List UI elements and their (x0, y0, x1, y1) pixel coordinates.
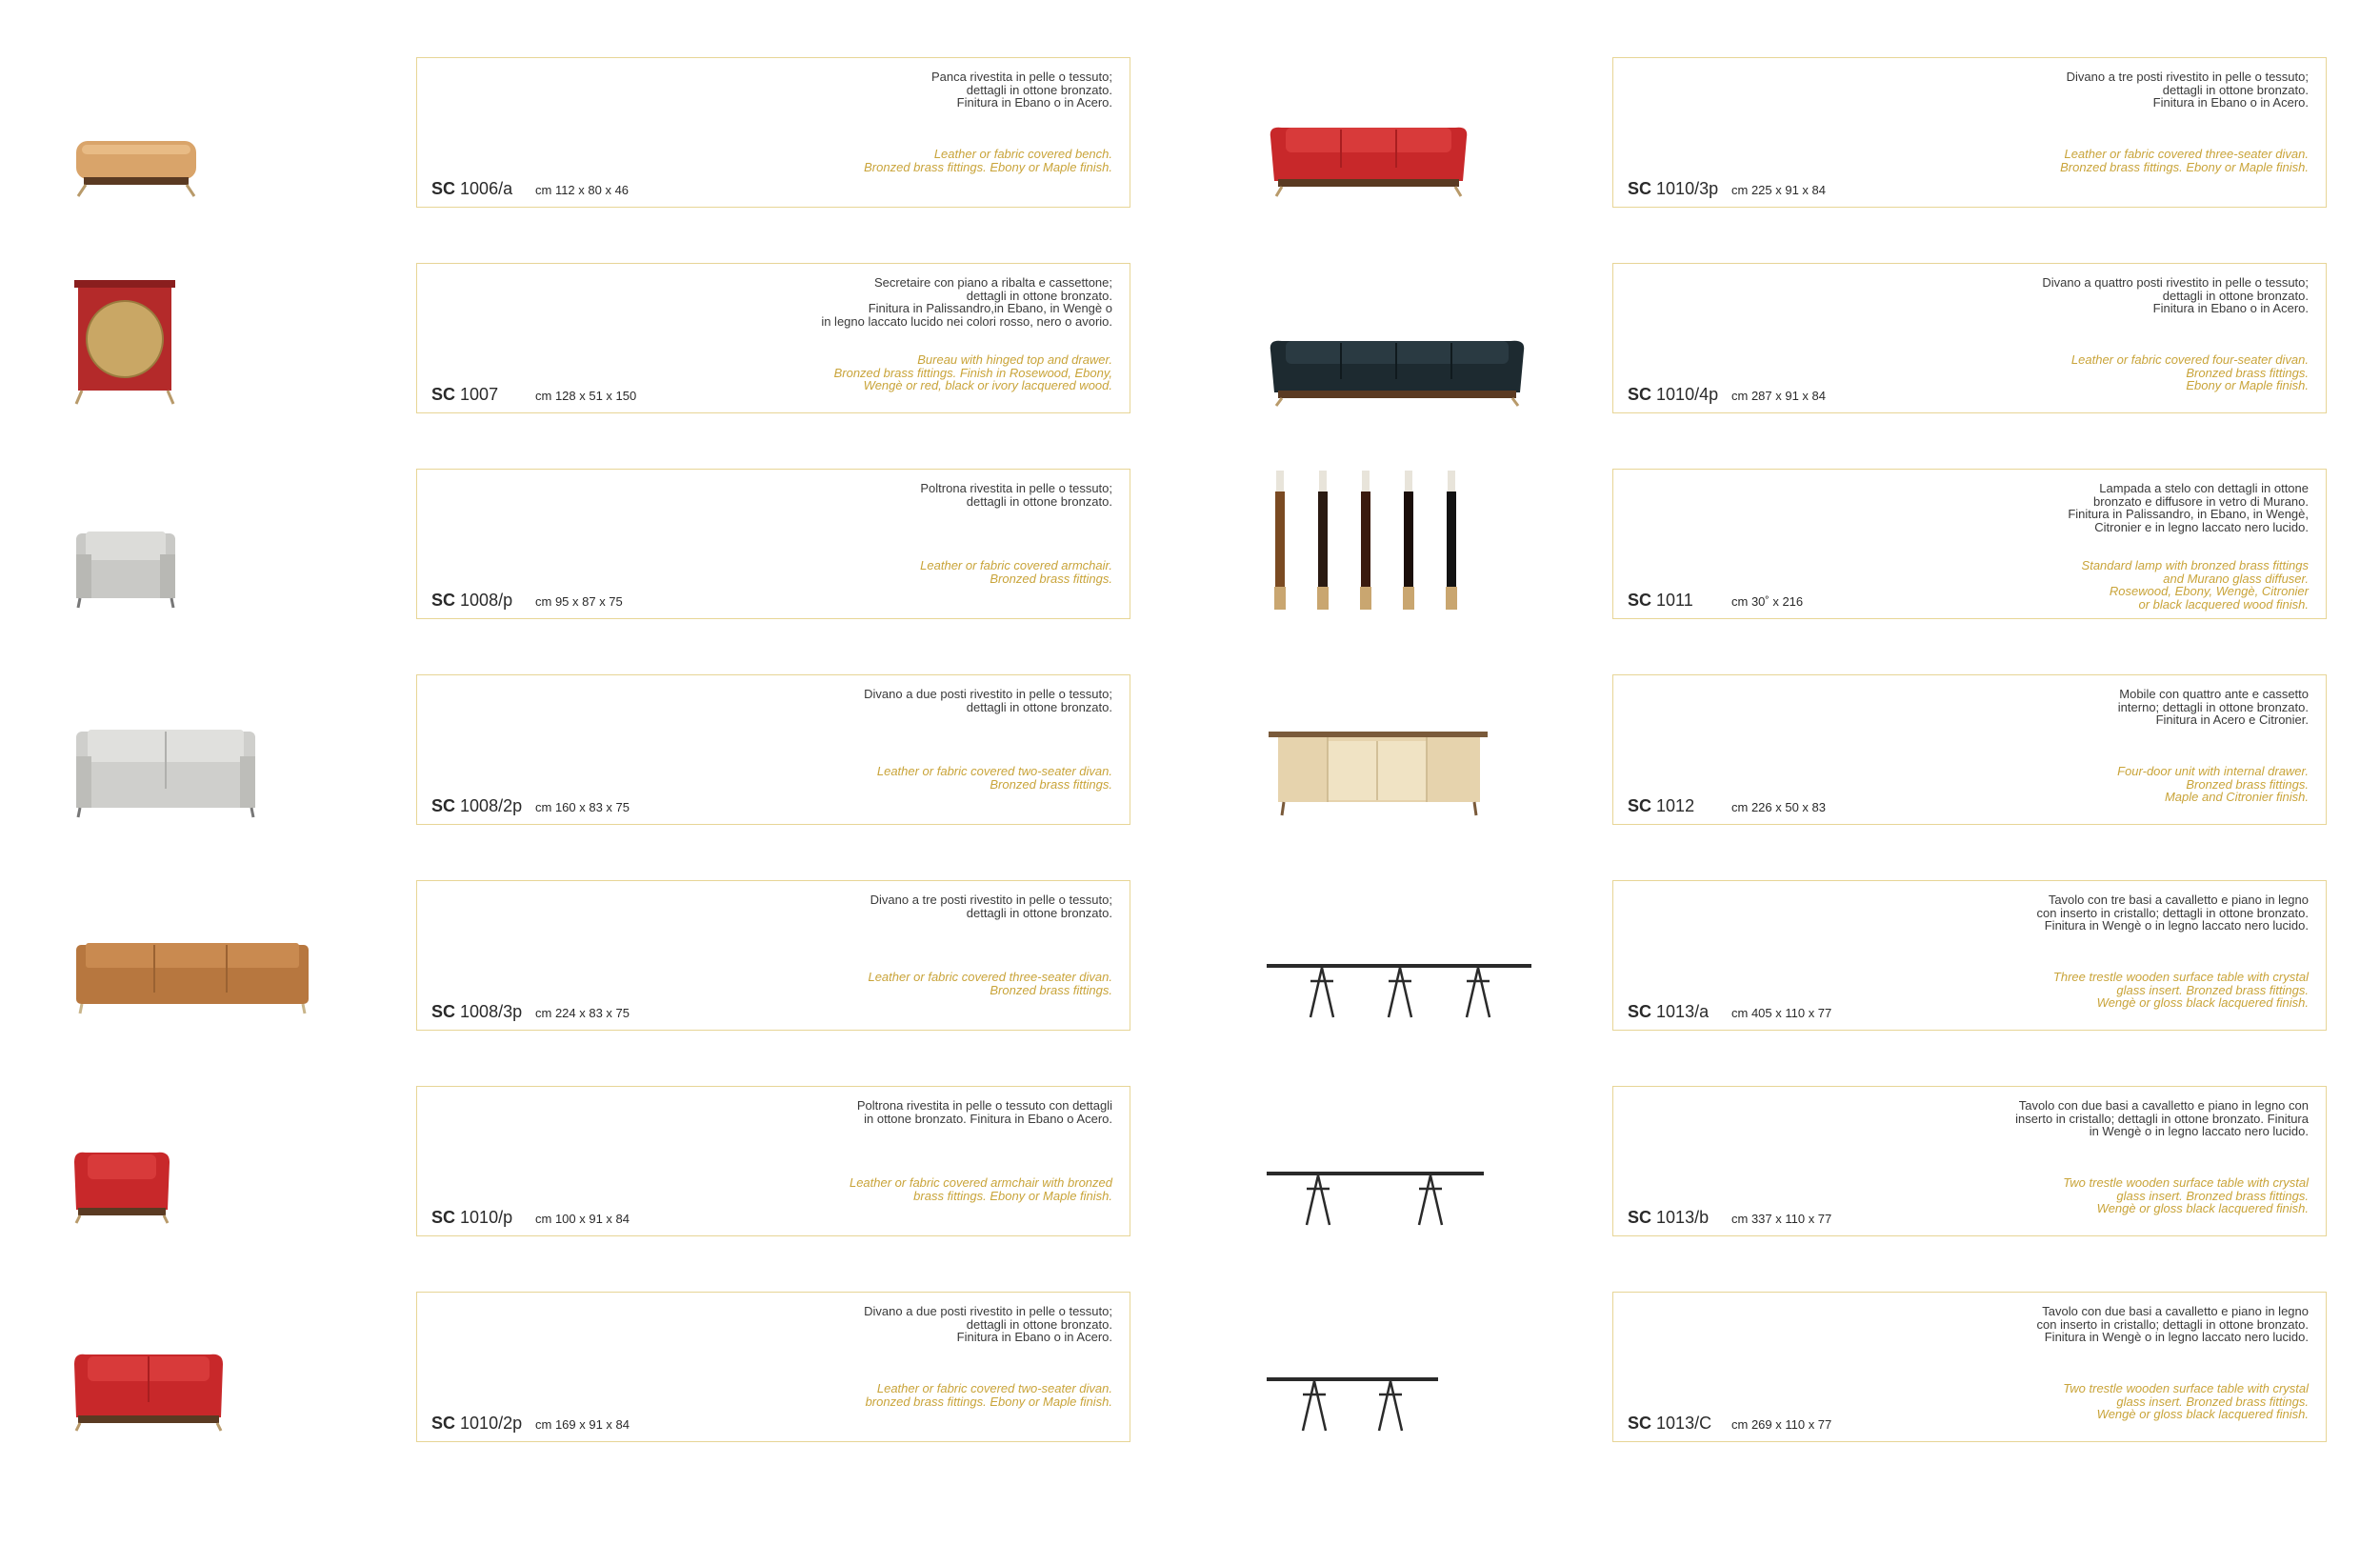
code-prefix: SC (431, 796, 456, 815)
code-number: 1008/p (460, 591, 513, 610)
small-two-trestle-table-image (1267, 1234, 1552, 1440)
description-english: Leather or fabric covered bench. Bronzed brass fittings. Ebony or Maple finish. (864, 147, 1112, 174)
product-dimensions: cm 128 x 51 x 150 (535, 389, 637, 403)
product-row-sc-1011 (1190, 411, 2380, 617)
description-english: Leather or fabric covered two-seater divan. bronzed brass fittings. Ebony or Maple finish. (865, 1381, 1112, 1409)
product-card (416, 469, 1130, 619)
product-dimensions: cm 169 x 91 x 84 (535, 1417, 630, 1432)
product-card (1612, 880, 2327, 1031)
description-italian: Divano a tre posti rivestito in pelle o tessuto; dettagli in ottone bronzato. Finitura in Ebano o in Acero. (2066, 70, 2309, 110)
product-row-sc-1008p (0, 411, 1190, 617)
description-italian: Divano a due posti rivestito in pelle o tessuto; dettagli in ottone bronzato. (864, 687, 1112, 714)
product-code (1628, 179, 1718, 199)
product-code (1628, 1414, 1711, 1434)
product-row-sc-1013b (1190, 1029, 2380, 1234)
three-trestle-table-image (1267, 823, 1552, 1029)
product-card (416, 674, 1130, 825)
product-row-sc-1008-3p (0, 823, 1190, 1029)
product-dimensions: cm 112 x 80 x 46 (535, 183, 630, 197)
code-prefix: SC (431, 385, 456, 404)
product-dimensions: cm 337 x 110 x 77 (1731, 1212, 1832, 1226)
product-code (1628, 591, 1693, 611)
red-two-seater-sofa-image (69, 1234, 354, 1440)
product-dimensions: cm 269 x 110 x 77 (1731, 1417, 1832, 1432)
bench-image (69, 0, 354, 206)
product-dimensions: cm 405 x 110 x 77 (1731, 1006, 1832, 1020)
product-code (1628, 1208, 1709, 1228)
red-three-seater-sofa-image (1267, 0, 1552, 206)
product-code (431, 1208, 512, 1228)
description-italian: Poltrona rivestita in pelle o tessuto; dettagli in ottone bronzato. (920, 481, 1112, 509)
right-column (1190, 0, 2380, 1545)
description-italian: Secretaire con piano a ribalta e cassettone; dettagli in ottone bronzato. Finitura in Palissandro,in Ebano, in Wengè o in legno laccato lucido nei colori rosso, nero o avorio. (821, 275, 1112, 329)
description-italian: Tavolo con due basi a cavalletto e piano in legno con inserto in cristallo; dettagli in ottone bronzato. Finitura in Wengè o in legno laccato nero lucido. (2036, 1304, 2309, 1345)
description-italian: Mobile con quattro ante e cassetto interno; dettagli in ottone bronzato. Finitura in Acero e Citronier. (2117, 687, 2309, 728)
product-card (1612, 263, 2327, 413)
code-number: 1010/2p (460, 1414, 523, 1433)
description-english: Leather or fabric covered three-seater divan. Bronzed brass fittings. Ebony or Maple finish. (2060, 147, 2309, 174)
product-dimensions: cm 225 x 91 x 84 (1731, 183, 1826, 197)
product-row-sc-1008-2p (0, 617, 1190, 823)
description-english: Two trestle wooden surface table with crystal glass insert. Bronzed brass fittings. Wengè or gloss black lacquered finish. (2063, 1175, 2309, 1216)
code-number: 1008/2p (460, 796, 523, 815)
product-card (416, 57, 1130, 208)
description-english: Leather or fabric covered armchair. Bronzed brass fittings. (920, 558, 1112, 586)
product-dimensions: cm 30˚ x 216 (1731, 594, 1804, 609)
red-armchair-image (69, 1029, 354, 1234)
code-number: 1010/3p (1656, 179, 1719, 198)
product-dimensions: cm 160 x 83 x 75 (535, 800, 630, 814)
product-card (1612, 1086, 2327, 1236)
description-italian: Tavolo con tre basi a cavalletto e piano in legno con inserto in cristallo; dettagli in ottone bronzato. Finitura in Wengè o in legno laccato nero lucido. (2036, 893, 2309, 933)
description-english: Two trestle wooden surface table with crystal glass insert. Bronzed brass fittings. Wengè or gloss black lacquered finish. (2063, 1381, 2309, 1422)
product-code (431, 179, 512, 199)
code-prefix: SC (1628, 1208, 1652, 1227)
product-row-sc-1007 (0, 206, 1190, 411)
product-code (1628, 1002, 1709, 1022)
code-number: 1008/3p (460, 1002, 523, 1021)
description-italian: Divano a tre posti rivestito in pelle o tessuto; dettagli in ottone bronzato. (870, 893, 1112, 920)
description-english: Leather or fabric covered two-seater divan. Bronzed brass fittings. (876, 764, 1112, 792)
product-card (416, 880, 1130, 1031)
code-number: 1007 (460, 385, 499, 404)
description-english: Leather or fabric covered three-seater divan. Bronzed brass fittings. (868, 970, 1112, 997)
description-italian: Tavolo con due basi a cavalletto e piano in legno con inserto in cristallo; dettagli in ottone bronzato. Finitura in Wengè o in legno laccato nero lucido. (2015, 1098, 2309, 1139)
product-row-sc-1013a (1190, 823, 2380, 1029)
product-code (431, 385, 498, 405)
code-number: 1011 (1656, 591, 1693, 610)
code-prefix: SC (431, 591, 456, 610)
description-english: Standard lamp with bronzed brass fittings and Murano glass diffuser. Rosewood, Ebony, Wengè, Citronier or black lacquered wood finish. (2081, 558, 2309, 612)
product-code (431, 796, 522, 816)
product-card (416, 263, 1130, 413)
two-trestle-table-image (1267, 1029, 1552, 1234)
product-card (1612, 57, 2327, 208)
product-row-sc-1010p (0, 1029, 1190, 1234)
product-dimensions: cm 287 x 91 x 84 (1731, 389, 1826, 403)
product-row-sc-1010-4p (1190, 206, 2380, 411)
code-prefix: SC (1628, 1414, 1652, 1433)
product-card (1612, 674, 2327, 825)
code-number: 1013/C (1656, 1414, 1712, 1433)
description-english: Three trestle wooden surface table with crystal glass insert. Bronzed brass fittings. Wengè or gloss black lacquered finish. (2052, 970, 2309, 1011)
product-dimensions: cm 95 x 87 x 75 (535, 594, 623, 609)
code-number: 1013/b (1656, 1208, 1710, 1227)
code-number: 1012 (1656, 796, 1695, 815)
code-number: 1013/a (1656, 1002, 1710, 1021)
code-number: 1010/p (460, 1208, 513, 1227)
code-prefix: SC (431, 1208, 456, 1227)
code-prefix: SC (431, 1414, 456, 1433)
product-row-sc-1013c (1190, 1234, 2380, 1440)
product-dimensions: cm 226 x 50 x 83 (1731, 800, 1826, 814)
code-prefix: SC (1628, 179, 1652, 198)
product-code (431, 1414, 522, 1434)
code-prefix: SC (1628, 591, 1652, 610)
product-card (416, 1292, 1130, 1442)
description-english: Leather or fabric covered four-seater divan. Bronzed brass fittings. Ebony or Maple finish. (2070, 352, 2309, 393)
secretaire-image (69, 206, 354, 411)
product-row-sc-1012 (1190, 617, 2380, 823)
description-english: Leather or fabric covered armchair with bronzed brass fittings. Ebony or Maple finish. (849, 1175, 1112, 1203)
product-dimensions: cm 100 x 91 x 84 (535, 1212, 630, 1226)
description-italian: Poltrona rivestita in pelle o tessuto con dettagli in ottone bronzato. Finitura in Ebano o Acero. (856, 1098, 1112, 1126)
product-row-sc-1010-2p (0, 1234, 1190, 1440)
product-card (1612, 469, 2327, 619)
description-italian: Divano a due posti rivestito in pelle o tessuto; dettagli in ottone bronzato. Finitura in Ebano o in Acero. (864, 1304, 1112, 1345)
description-english: Four-door unit with internal drawer. Bronzed brass fittings. Maple and Citronier finish. (2117, 764, 2309, 805)
description-italian: Lampada a stelo con dettagli in ottone bronzato e diffusore in vetro di Murano. Finitura in Palissandro, in Ebano, in Wengè, Citronier e in legno laccato nero lucido. (2068, 481, 2309, 534)
two-seater-sofa-image (69, 617, 354, 823)
code-prefix: SC (1628, 1002, 1652, 1021)
product-row-sc-1006a (0, 0, 1190, 206)
product-dimensions: cm 224 x 83 x 75 (535, 1006, 630, 1020)
product-row-sc-1010-3p (1190, 0, 2380, 206)
code-number: 1010/4p (1656, 385, 1719, 404)
product-code (431, 1002, 522, 1022)
standard-lamps-image (1267, 411, 1552, 617)
armchair-image (69, 411, 354, 617)
three-seater-sofa-image (69, 823, 354, 1029)
code-prefix: SC (1628, 796, 1652, 815)
code-prefix: SC (1628, 385, 1652, 404)
product-card (1612, 1292, 2327, 1442)
code-prefix: SC (431, 1002, 456, 1021)
description-italian: Panca rivestita in pelle o tessuto; dettagli in ottone bronzato. Finitura in Ebano o in Acero. (930, 70, 1112, 110)
description-italian: Divano a quattro posti rivestito in pelle o tessuto; dettagli in ottone bronzato. Finitura in Ebano o in Acero. (2042, 275, 2309, 316)
description-english: Bureau with hinged top and drawer. Bronzed brass fittings. Finish in Rosewood, Ebony, Wengè or red, black or ivory lacquered wood. (833, 352, 1112, 393)
product-code (1628, 385, 1718, 405)
code-number: 1006/a (460, 179, 513, 198)
four-seater-sofa-image (1267, 206, 1552, 411)
code-prefix: SC (431, 179, 456, 198)
product-code (1628, 796, 1694, 816)
product-card (416, 1086, 1130, 1236)
product-code (431, 591, 512, 611)
four-door-unit-image (1267, 617, 1552, 823)
